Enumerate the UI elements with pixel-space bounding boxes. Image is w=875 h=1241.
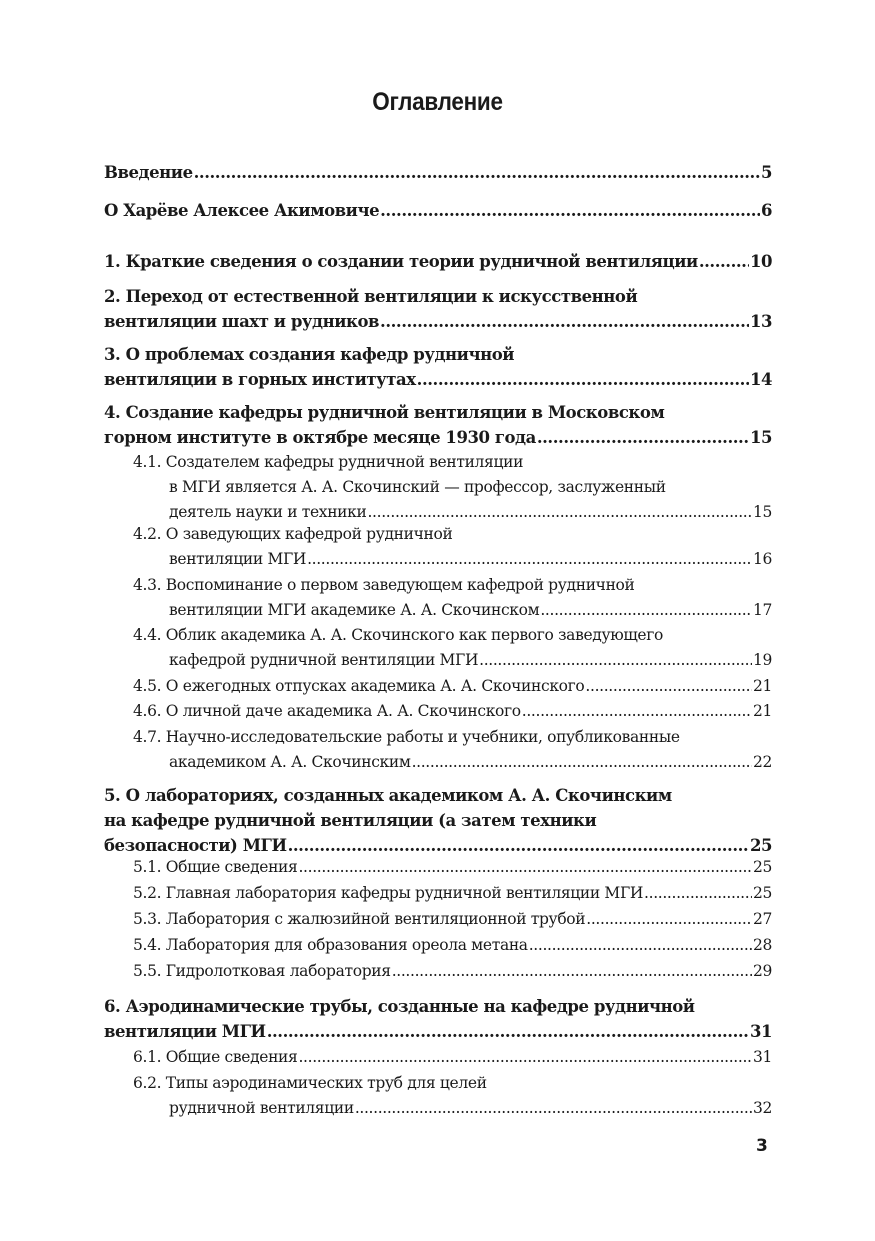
toc-entry-title-line: рудничной вентиляции <box>169 1099 354 1117</box>
dot-leader <box>298 1045 751 1070</box>
toc-entry-title-line: в МГИ является А. А. Скочинский — профессор, заслуженный <box>169 478 666 496</box>
toc-page-number: 16 <box>752 550 772 568</box>
toc-page-number: 31 <box>752 1048 772 1066</box>
toc-entry-title-line: 5.3. Лаборатория с жалюзийной вентиляционной трубой <box>133 910 586 928</box>
dot-leader <box>194 160 760 185</box>
toc-entry-title-line: 3. О проблемах создания кафедр рудничной <box>104 345 515 364</box>
toc-page-number: 13 <box>749 312 772 331</box>
toc-entry-title-line: вентиляции в горных институтах <box>104 370 416 389</box>
dot-leader <box>537 425 749 450</box>
toc-entry-title-line: 4.5. О ежегодных отпусках академика А. А. Скочинского <box>133 677 585 695</box>
toc-entry-title-line: академиком А. А. Скочинским <box>169 753 411 771</box>
dot-leader <box>380 198 760 223</box>
toc-entry-4-5[interactable] <box>133 674 772 699</box>
toc-entry-title-line: вентиляции МГИ <box>169 550 307 568</box>
dot-leader <box>644 881 752 906</box>
page-title: Оглавление <box>372 88 503 116</box>
toc-entry-title-line: вентиляции МГИ академике А. А. Скочинском <box>169 601 540 619</box>
toc-page-number: 29 <box>752 962 772 980</box>
toc-entry-6-1[interactable] <box>133 1045 772 1070</box>
toc-entry-chapter-4[interactable] <box>104 400 772 450</box>
dot-leader <box>540 598 752 623</box>
toc-entry-kharev[interactable] <box>104 198 772 223</box>
toc-entry-6-2[interactable] <box>133 1071 772 1121</box>
toc-entry-title: Введение <box>104 163 193 182</box>
dot-leader <box>267 1019 749 1044</box>
toc-entry-title-line: 2. Переход от естественной вентиляции к искусственной <box>104 287 638 306</box>
toc-entry-4-7[interactable] <box>133 725 772 775</box>
toc-entry-5-1[interactable] <box>133 855 772 880</box>
toc-page-number: 21 <box>752 702 772 720</box>
toc-page-number: 25 <box>752 884 772 902</box>
toc-entry-4-1[interactable] <box>133 450 772 525</box>
toc-entry-chapter-1[interactable] <box>104 249 772 274</box>
toc-entry-5-3[interactable] <box>133 907 772 932</box>
toc-page-number: 25 <box>749 836 772 855</box>
toc-page-number: 17 <box>752 601 772 619</box>
dot-leader <box>586 907 752 932</box>
dot-leader <box>417 367 749 392</box>
toc-entry-4-6[interactable] <box>133 699 772 724</box>
toc-entry-title-line: 4.3. Воспоминание о первом заведующем кафедрой рудничной <box>133 576 635 594</box>
toc-entry-5-2[interactable] <box>133 881 772 906</box>
toc-entry-chapter-6[interactable] <box>104 994 772 1044</box>
toc-entry-title-line: 4.6. О личной даче академика А. А. Скочинского <box>133 702 521 720</box>
toc-page-number: 22 <box>752 753 772 771</box>
dot-leader <box>298 855 751 880</box>
toc-entry-title-line: 5.4. Лаборатория для образования ореола метана <box>133 936 528 954</box>
toc-entry-title-line: 6.2. Типы аэродинамических труб для целей <box>133 1074 487 1092</box>
toc-entry-title-line: вентиляции шахт и рудников <box>104 312 380 331</box>
dot-leader <box>585 674 752 699</box>
toc-entry-title-line: 6. Аэродинамические трубы, созданные на кафедре рудничной <box>104 997 695 1016</box>
toc-entry-4-3[interactable] <box>133 573 772 623</box>
toc-entry-title-line: вентиляции МГИ <box>104 1022 266 1041</box>
toc-page-number: 5 <box>760 163 772 182</box>
toc-page-number: 6 <box>760 201 772 220</box>
toc-entry-title-line: на кафедре рудничной вентиляции (а затем техники <box>104 811 597 830</box>
toc-entry-title-line: 4.1. Создателем кафедры рудничной вентиляции <box>133 453 524 471</box>
toc-page-number: 15 <box>749 428 772 447</box>
toc-page-number: 19 <box>752 651 772 669</box>
toc-entry-title: 1. Краткие сведения о создании теории рудничной вентиляции <box>104 252 698 271</box>
dot-leader <box>529 933 752 958</box>
toc-entry-chapter-5[interactable] <box>104 783 772 858</box>
toc-entry-5-4[interactable] <box>133 933 772 958</box>
toc-entry-title-line: 4.2. О заведующих кафедрой рудничной <box>133 525 453 543</box>
dot-leader <box>355 1096 752 1121</box>
dot-leader <box>412 750 752 775</box>
toc-entry-title-line: 4. Создание кафедры рудничной вентиляции в Московском <box>104 403 665 422</box>
dot-leader <box>380 309 749 334</box>
toc-entry-title-line: 5. О лабораториях, созданных академиком А. А. Скочинским <box>104 786 672 805</box>
dot-leader <box>307 547 752 572</box>
toc-entry-title-line: деятель науки и техники <box>169 503 367 521</box>
toc-page-number: 28 <box>752 936 772 954</box>
toc-page-number: 10 <box>749 252 772 271</box>
toc-entry-title-line: 6.1. Общие сведения <box>133 1048 298 1066</box>
toc-entry-introduction[interactable] <box>104 160 772 185</box>
toc-entry-title-line: безопасности) МГИ <box>104 836 287 855</box>
toc-entry-chapter-2[interactable] <box>104 284 772 334</box>
toc-entry-title-line: 4.7. Научно-исследовательские работы и учебники, опубликованные <box>133 728 680 746</box>
toc-page-number: 31 <box>749 1022 772 1041</box>
toc-entry-title-line: 4.4. Облик академика А. А. Скочинского как первого заведующего <box>133 626 664 644</box>
toc-entry-title-line: горном институте в октябре месяце 1930 года <box>104 428 536 447</box>
toc-entry-title-line: 5.1. Общие сведения <box>133 858 298 876</box>
toc-entry-4-4[interactable] <box>133 623 772 673</box>
toc-entry-chapter-3[interactable] <box>104 342 772 392</box>
page-number: 3 <box>756 1136 768 1156</box>
toc-entry-title: О Харёве Алексее Акимовиче <box>104 201 380 220</box>
dot-leader <box>392 959 752 984</box>
toc-entry-title-line: 5.2. Главная лаборатория кафедры рудничной вентиляции МГИ <box>133 884 644 902</box>
toc-page-number: 21 <box>752 677 772 695</box>
dot-leader <box>522 699 752 724</box>
toc-entry-title-line: кафедрой рудничной вентиляции МГИ <box>169 651 479 669</box>
toc-page-number: 15 <box>752 503 772 521</box>
toc-entry-4-2[interactable] <box>133 522 772 572</box>
toc-entry-title-line: 5.5. Гидролотковая лаборатория <box>133 962 391 980</box>
toc-page-number: 32 <box>752 1099 772 1117</box>
dot-leader <box>479 648 752 673</box>
toc-page-number: 25 <box>752 858 772 876</box>
dot-leader <box>699 249 749 274</box>
toc-page-number: 27 <box>752 910 772 928</box>
toc-page-number: 14 <box>749 370 772 389</box>
toc-entry-5-5[interactable] <box>133 959 772 984</box>
